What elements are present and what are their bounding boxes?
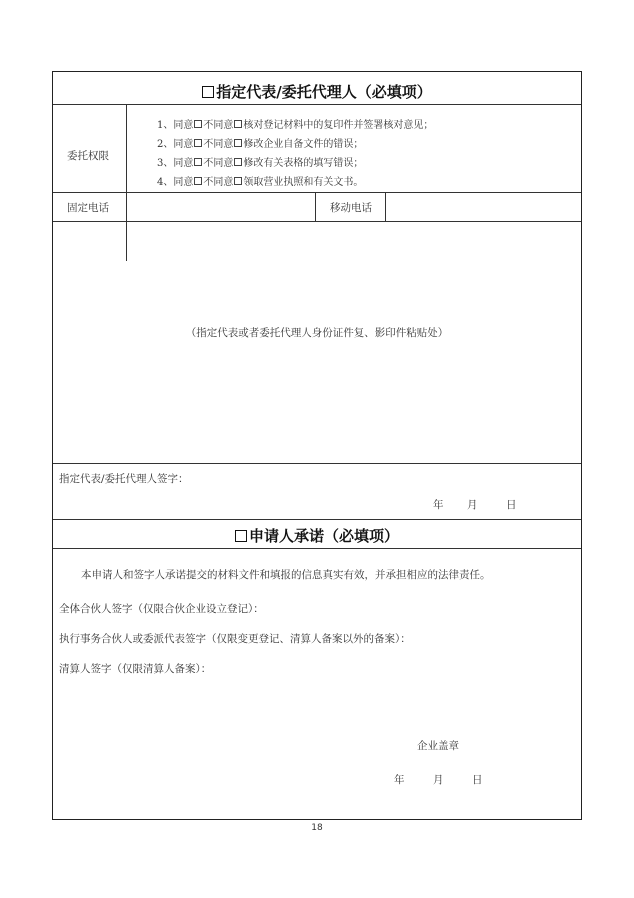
date-year: 年: [394, 774, 405, 786]
checkbox-icon[interactable]: [234, 120, 242, 128]
checkbox-icon[interactable]: [234, 158, 242, 166]
section1-header: [53, 81, 581, 102]
authority-item-3: 3、同意 不同意 修改有关表格的填写错误；: [157, 158, 364, 169]
date-day: 日: [506, 499, 517, 511]
divider: [53, 463, 581, 464]
section1-title: 指定代表/委托代理人（必填项）: [216, 83, 432, 101]
form-table: [52, 71, 582, 820]
divider: [53, 548, 581, 549]
authority-item-2: 2、同意 不同意 修改企业自备文件的错误；: [157, 139, 364, 150]
section2-title: 申请人承诺（必填项）: [248, 527, 399, 545]
divider: [53, 192, 581, 193]
partners-signature-label: 全体合伙人签字（仅限合伙企业设立登记）：: [59, 603, 264, 615]
column-divider: [315, 192, 316, 221]
checkbox-icon[interactable]: [194, 158, 202, 166]
agent-signature-label: 指定代表/委托代理人签字：: [59, 473, 189, 485]
checkbox-icon[interactable]: [234, 177, 242, 185]
checkbox-icon[interactable]: [194, 120, 202, 128]
column-divider: [126, 104, 127, 261]
column-divider: [385, 192, 386, 221]
checkbox-icon[interactable]: [194, 177, 202, 185]
liquidator-signature-label: 清算人签字（仅限清算人备案）：: [59, 663, 212, 675]
date-month: 月: [433, 774, 444, 786]
divider: [53, 519, 581, 520]
commitment-statement: 本申请人和签字人承诺提交的材料文件和填报的信息真实有效，并承担相应的法律责任。: [81, 569, 491, 581]
date-year: 年: [433, 499, 444, 511]
divider: [53, 104, 581, 105]
mobile-label: 移动电话: [330, 202, 372, 214]
date-month: 月: [467, 499, 478, 511]
checkbox-icon[interactable]: [235, 530, 247, 542]
landline-label: 固定电话: [67, 202, 109, 214]
id-paste-note: （指定代表或者委托代理人身份证件复、影印件粘贴处）: [185, 327, 449, 339]
authority-item-1: 1、同意 不同意 核对登记材料中的复印件并签署核对意见；: [157, 120, 434, 131]
authority-item-4: 4、同意 不同意 领取营业执照和有关文书。: [157, 177, 364, 188]
checkbox-icon[interactable]: [194, 139, 202, 147]
section2-header: [53, 525, 581, 546]
authority-label: 委托权限: [67, 150, 109, 162]
page-number: 18: [311, 823, 323, 833]
executive-signature-label: 执行事务合伙人或委派代表签字（仅限变更登记、清算人备案以外的备案）：: [59, 633, 411, 645]
date-day: 日: [472, 774, 483, 786]
company-seal-label: 企业盖章: [417, 740, 459, 752]
checkbox-icon[interactable]: [202, 86, 214, 98]
checkbox-icon[interactable]: [234, 139, 242, 147]
divider: [53, 221, 581, 222]
